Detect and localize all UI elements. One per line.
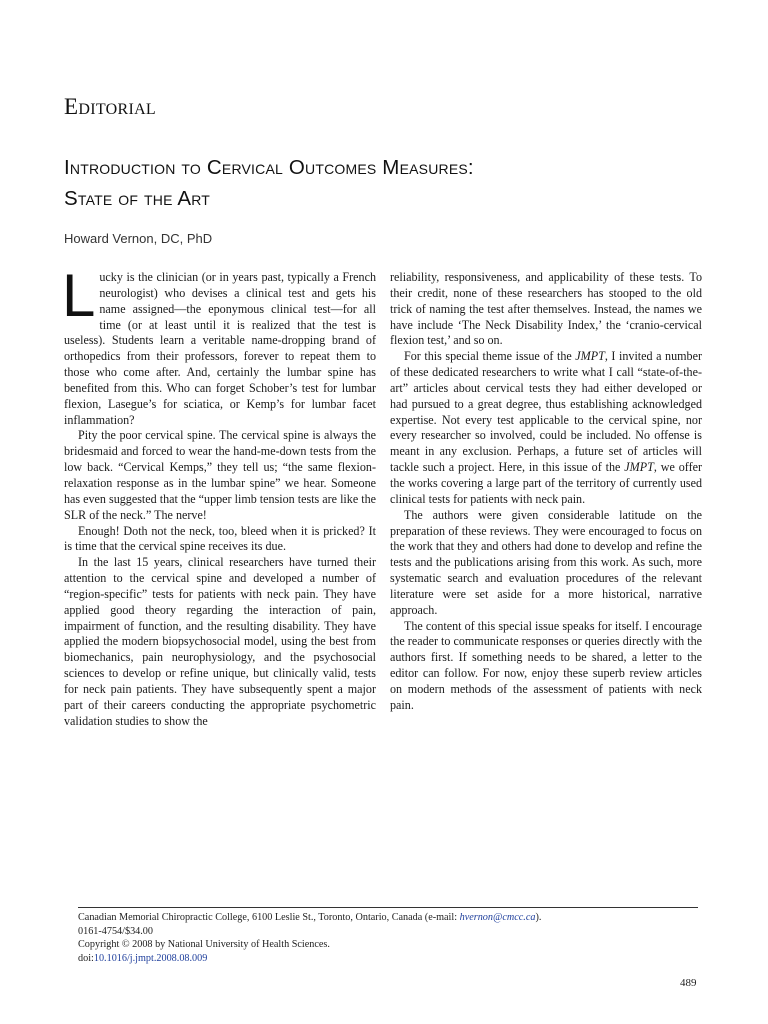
- issn-line: 0161-4754/$34.00: [78, 925, 153, 937]
- paragraph: [62, 262, 376, 428]
- paragraph-text: ucky is the clinician (or in years past, typically a French neurologist) who devises a clinical test and gets his name assigned—the eponymous clinical test—for all time (or at least until it is realized that the test is useless). Students learn a veritable name-dropping brand of orthopedics from their professors, forever to repeat them to those who come after. And, certainly the lumbar spine has benefited from this. Who can forget Schober’s test for lumbar flexion, Lasegue’s for sciatica, or Kemp’s for lumbar facet inflammation?: [64, 270, 376, 427]
- journal-name: JMPT: [624, 460, 654, 475]
- paragraph: Pity the poor cervical spine. The cervical spine is always the bridesmaid and forced to wear the hand-me-down tests from the low back. “Cervical Kemps,” they tell us; “the same flexion-relaxation response as in the lumbar spine” we hear. Someone has even suggested that the “upper limb tension tests are like the SLR of the neck.” The nerve!: [64, 428, 376, 522]
- email-link[interactable]: hvernon@cmcc.ca: [459, 912, 536, 923]
- paragraph: The content of this special issue speaks for itself. I encourage the reader to communicate responses or queries directly with the authors first. If something needs to be shared, a letter to the editor can follow. For now, enjoy these superb review articles on modern methods of the assessment of patients with neck pain.: [390, 618, 702, 712]
- title-line-1: Introduction to Cervical Outcomes Measures:: [64, 156, 474, 179]
- doi-line: [78, 952, 718, 966]
- paragraph: reliability, responsiveness, and applicability of these tests. To their credit, none of these researchers has stooped to the old trick of naming the test after themselves. Instead, the names we have include ‘The Neck Disability Index,’ the ‘cranio-cervical flexion test,’ and so on.: [390, 270, 702, 348]
- section-label: Editorial: [64, 94, 156, 119]
- doi-link[interactable]: 10.1016/j.jmpt.2008.08.009: [93, 952, 208, 964]
- page-number: 489: [680, 977, 697, 989]
- article-title: [64, 152, 714, 214]
- paragraph: [390, 349, 702, 507]
- doi-prefix: doi:: [78, 952, 94, 964]
- paragraph-text: For this special theme issue of the: [404, 349, 576, 364]
- affiliation-text: Canadian Memorial Chiropractic College, 6100 Leslie St., Toronto, Ontario, Canada (e-mail:: [78, 912, 460, 923]
- journal-name: JMPT: [575, 349, 605, 364]
- paragraph: In the last 15 years, clinical researchers have turned their attention to the cervical spine and developed a number of “region-specific” tests for patients with neck pain. They have applied good theory regarding the interaction of pain, impairment of function, and the resulting disability. They have applied the modern biopsychosocial model, using the best from biomechanics, pain neurophysiology, and the psychosocial sciences to develop or refine unique, but clinically valid, tests for neck pain patients. They have subsequently spent a major part of their careers conducting the appropriate psychometric validation studies to show the: [64, 555, 376, 728]
- footnote-divider: [78, 907, 698, 908]
- right-column: [390, 270, 702, 714]
- paragraph-text: , we offer the works covering a large part of the territory of currently used clinical tests for patients with neck pain.: [390, 460, 702, 506]
- title-line-2: State of the Art: [64, 187, 211, 210]
- drop-cap: L: [62, 262, 96, 329]
- paragraph: Enough! Doth not the neck, too, bleed when it is pricked? It is time that the cervical spine receives its due.: [64, 523, 376, 554]
- copyright-line: Copyright © 2008 by National University of Health Sciences.: [78, 939, 330, 951]
- left-column: [62, 262, 376, 729]
- affiliation-line: [78, 911, 718, 925]
- footnote: [78, 911, 718, 965]
- author-byline: Howard Vernon, DC, PhD: [64, 231, 213, 246]
- paragraph: The authors were given considerable latitude on the preparation of these reviews. They were encouraged to focus on the work that they and others had done to develop and refine the tests and the publications arising from this work. As such, more systematic search and evaluation procedures of the relevant literature were set aside for a more historical, narrative approach.: [390, 507, 702, 617]
- paragraph-text: , I invited a number of these dedicated researchers to write what I call “state-of-the-art” articles about cervical tests they had either developed or had pursued to a great degree, thus establishing acknowledged expertise. Not every test applicable to the cervical spine, nor every researcher so involved, could be included. No offense is meant in any exclusion. Perhaps, a future set of articles will tackle such a project. Here, in this issue of the: [390, 349, 702, 475]
- affiliation-end: ).: [535, 912, 542, 923]
